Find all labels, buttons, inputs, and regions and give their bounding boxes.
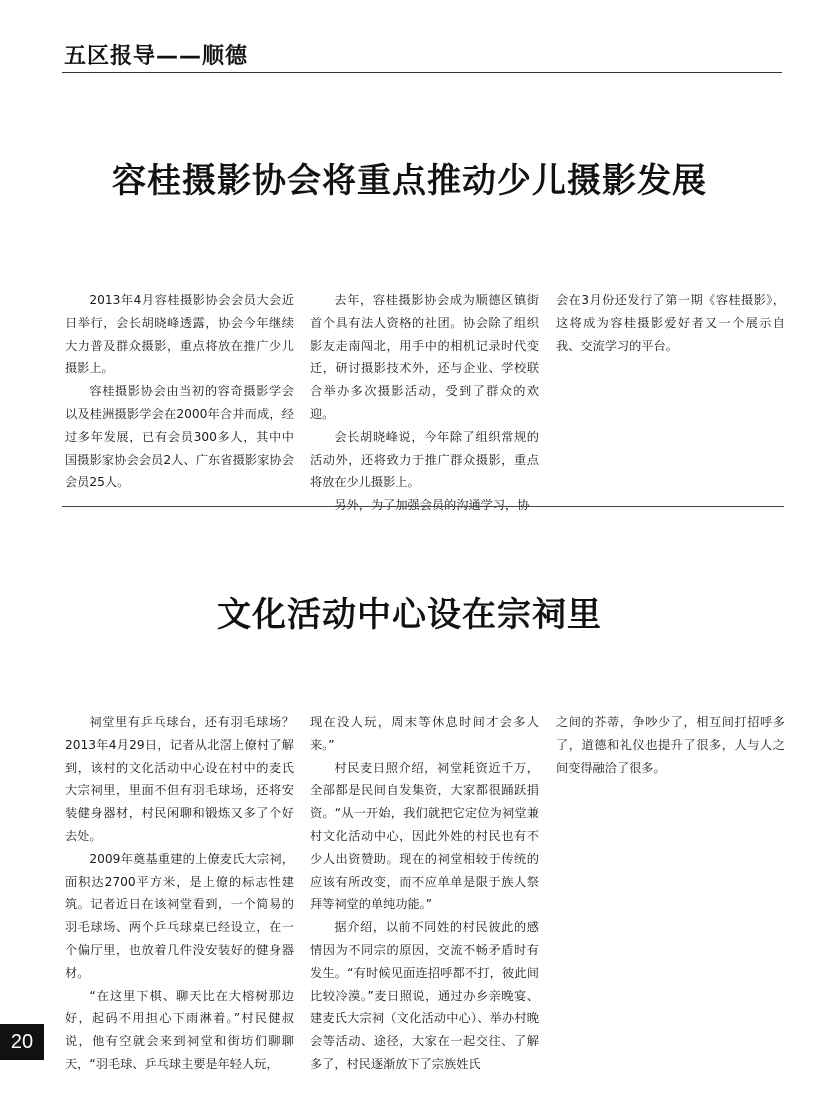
- article1-paragraph: 容桂摄影协会由当初的容奇摄影学会以及桂洲摄影学会在2000年合并而成，经过多年发展，已有会员300多人，其中中国摄影家协会会员2人、广东省摄影家协会会员25人。: [65, 384, 294, 490]
- article2-column-3: [556, 711, 785, 779]
- article2-paragraph: 村民麦日照介绍，祠堂耗资近千万，全部都是民间自发集资，大家都很踊跃捐资。“从一开始，我们就把它定位为祠堂兼村文化活动中心，因此外姓的村民也有不少人出资赞助。现在的祠堂相较于传统的应该有所改变，而不应单单是限于族人祭拜等祠堂的单纯功能。”: [310, 760, 539, 912]
- article1-column-1: [65, 289, 294, 494]
- article1-column-3: [556, 289, 785, 357]
- article1-paragraph: 去年，容桂摄影协会成为顺德区镇街首个具有法人资格的社团。协会除了组织影友走南闯北，用手中的相机记录时代变迁，研讨摄影技术外，还与企业、学校联合举办多次摄影活动，受到了群众的欢迎。: [310, 293, 539, 421]
- article2-paragraph: 现在没人玩，周末等休息时间才会多人来。”: [310, 715, 539, 752]
- section-header: [62, 42, 782, 76]
- article2-column-2: [310, 711, 539, 1076]
- article-divider: [62, 506, 784, 507]
- article1-paragraph: 另外，为了加强会员的沟通学习，协: [334, 498, 530, 513]
- article2-paragraph: 之间的芥蒂，争吵少了，相互间打招呼多了，道德和礼仪也提升了很多，人与人之间变得融洽了很多。: [556, 715, 785, 775]
- article2-paragraph: 祠堂里有乒乓球台，还有羽毛球场？2013年4月29日，记者从北滘上僚村了解到，该村的文化活动中心设在村中的麦氏大宗祠里，里面不但有羽毛球场，还将安装健身器材，村民闲聊和锻炼又多了个好去处。: [65, 715, 294, 843]
- article-title-ancestral-hall: 文化活动中心设在宗祠里: [217, 595, 602, 635]
- article1-paragraph: 2013年4月容桂摄影协会会员大会近日举行，会长胡晓峰透露，协会今年继续大力普及群众摄影，重点将放在推广少儿摄影上。: [65, 293, 294, 376]
- article2-paragraph: 据介绍，以前不同姓的村民彼此的感情因为不同宗的原因，交流不畅矛盾时有发生。“有时候见面连招呼都不打，彼此间比较冷漠。”麦日照说，通过办乡亲晚宴、建麦氏大宗祠（文化活动中心）、举办村晚会等活动、途径，大家在一起交往、了解多了，村民逐渐放下了宗族姓氏: [310, 920, 539, 1071]
- article1-paragraph: 会在3月份还发行了第一期《容桂摄影》，这将成为容桂摄影爱好者又一个展示自我、交流学习的平台。: [556, 293, 785, 353]
- article1-paragraph: 会长胡晓峰说，今年除了组织常规的活动外，还将致力于推广群众摄影，重点将放在少儿摄影上。: [310, 429, 539, 490]
- article2-column-1: [65, 711, 294, 1076]
- page-number: 20: [0, 1024, 44, 1060]
- article2-paragraph: 2009年奠基重建的上僚麦氏大宗祠，面积达2700平方米，是上僚的标志性建筑。记者近日在该祠堂看到，一个简易的羽毛球场、两个乒乓球桌已经设立，在一个偏厅里，也放着几件没安装好的健身器材。: [65, 851, 294, 980]
- section-title: 五区报导——顺德: [64, 44, 249, 69]
- article2-paragraph: “在这里下棋、聊天比在大榕树那边好，起码不用担心下雨淋着。”村民健叔说，他有空就会来到祠堂和街坊们聊聊天，“羽毛球、乒乓球主要是年轻人玩，: [65, 988, 294, 1071]
- article1-column-2: [310, 289, 539, 517]
- header-rule: [62, 72, 782, 73]
- article-title-photography: 容桂摄影协会将重点推动少儿摄影发展: [112, 161, 707, 201]
